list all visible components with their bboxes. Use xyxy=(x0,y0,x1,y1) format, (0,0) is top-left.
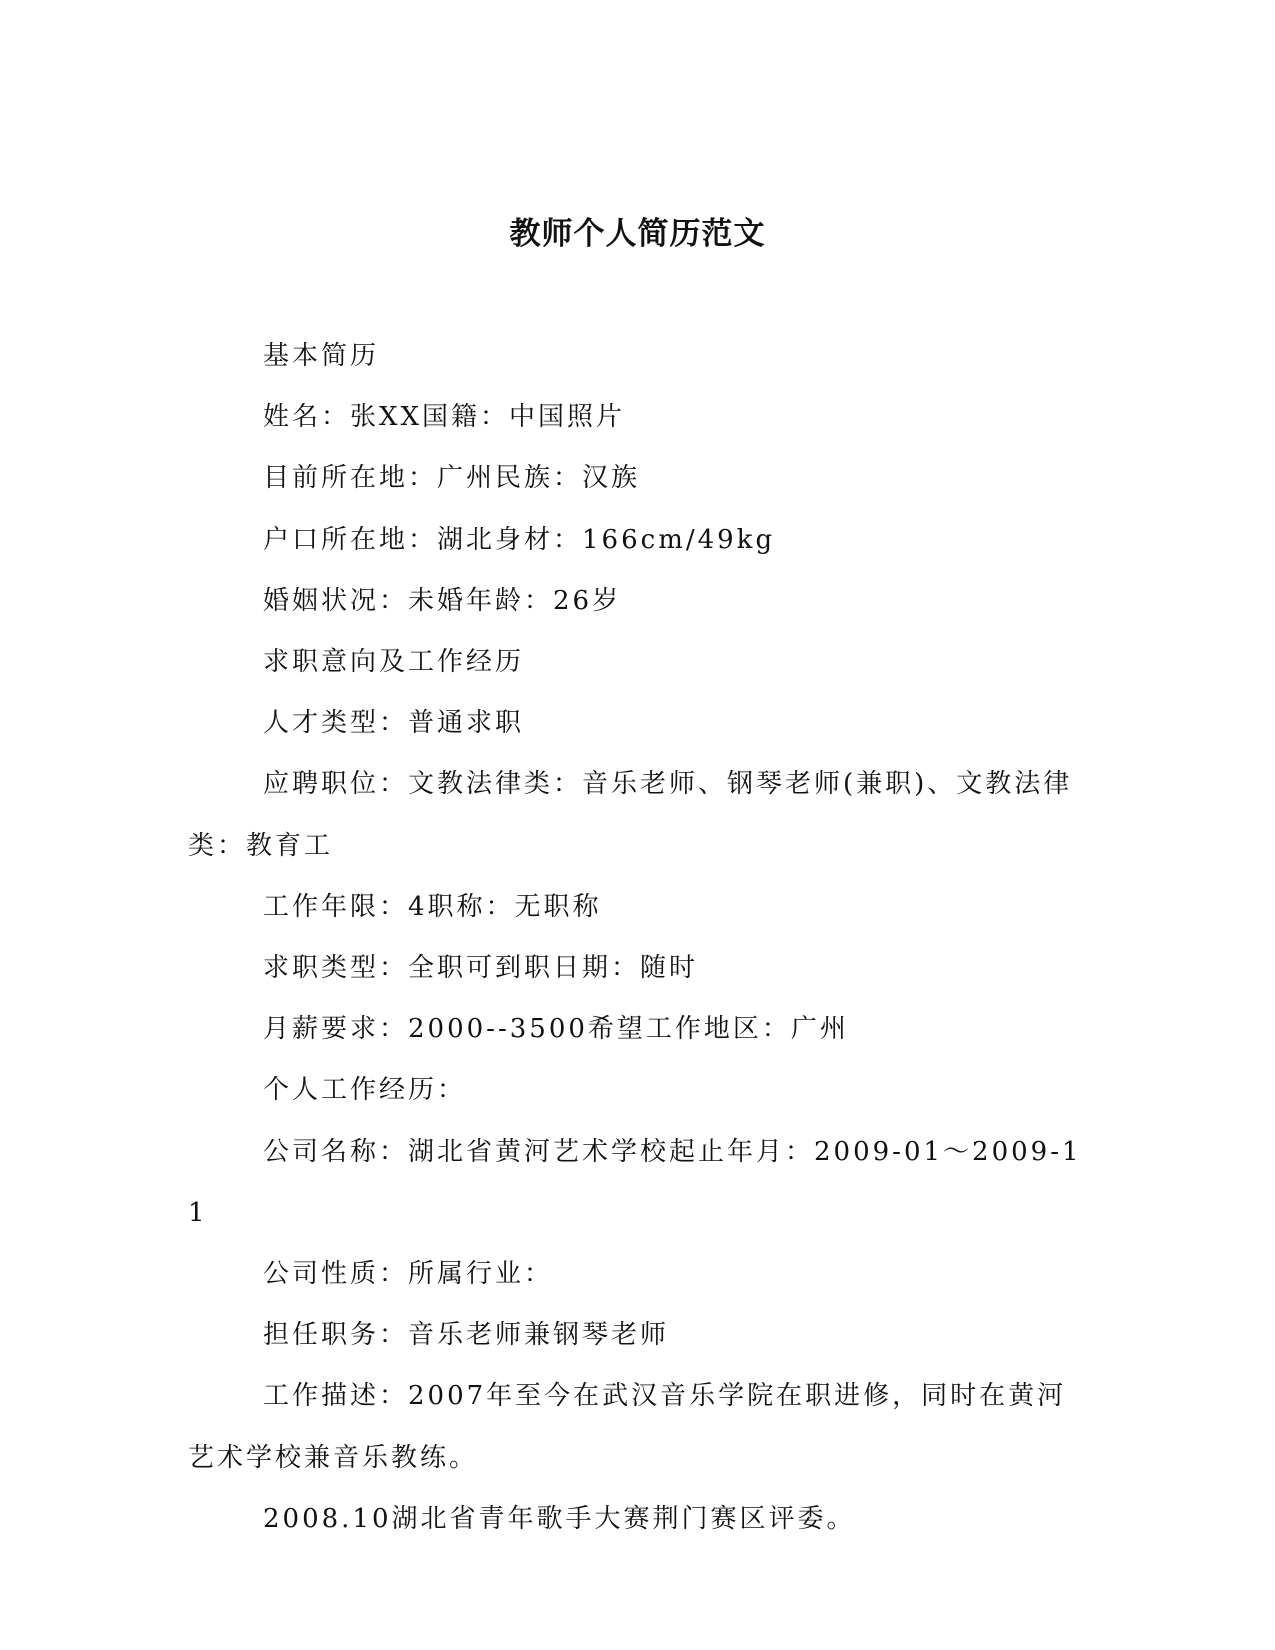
section-heading-intent: 求职意向及工作经历 xyxy=(263,647,525,678)
hukou-physique-line: 户口所在地：湖北身材：166cm/49kg xyxy=(263,524,776,555)
salary-area-line: 月薪要求：2000--3500希望工作地区：广州 xyxy=(263,1014,849,1045)
company-name-line: 公司名称：湖北省黄河艺术学校起止年月：2009-01～2009-11 xyxy=(188,1136,1082,1228)
work-description-line: 工作描述：2007年至今在武汉音乐学院在职进修，同时在黄河艺术学校兼音乐教练。 xyxy=(188,1381,1067,1473)
marital-age-line: 婚姻状况：未婚年龄：26岁 xyxy=(263,585,622,616)
judge-experience-line: 2008.10湖北省青年歌手大赛荆门赛区评委。 xyxy=(263,1503,856,1534)
talent-type-line: 人才类型：普通求职 xyxy=(263,708,525,739)
section-heading-basic: 基本简历 xyxy=(263,341,380,371)
location-ethnicity-line: 目前所在地：广州民族：汉族 xyxy=(263,463,641,494)
work-years-title-line: 工作年限：4职称：无职称 xyxy=(263,891,602,922)
section-heading-experience: 个人工作经历： xyxy=(263,1075,467,1106)
position-held-line: 担任职务：音乐老师兼钢琴老师 xyxy=(263,1320,670,1351)
company-nature-line: 公司性质：所属行业： xyxy=(263,1259,554,1290)
applied-position-line: 应聘职位：文教法律类：音乐老师、钢琴老师(兼职)、文教法律类：教育工 xyxy=(188,769,1073,861)
document-title: 教师个人简历范文 xyxy=(509,216,766,252)
name-nationality-line: 姓名：张XX国籍：中国照片 xyxy=(263,402,626,433)
job-type-start-line: 求职类型：全职可到职日期：随时 xyxy=(263,953,699,984)
document-body xyxy=(188,326,1088,1550)
